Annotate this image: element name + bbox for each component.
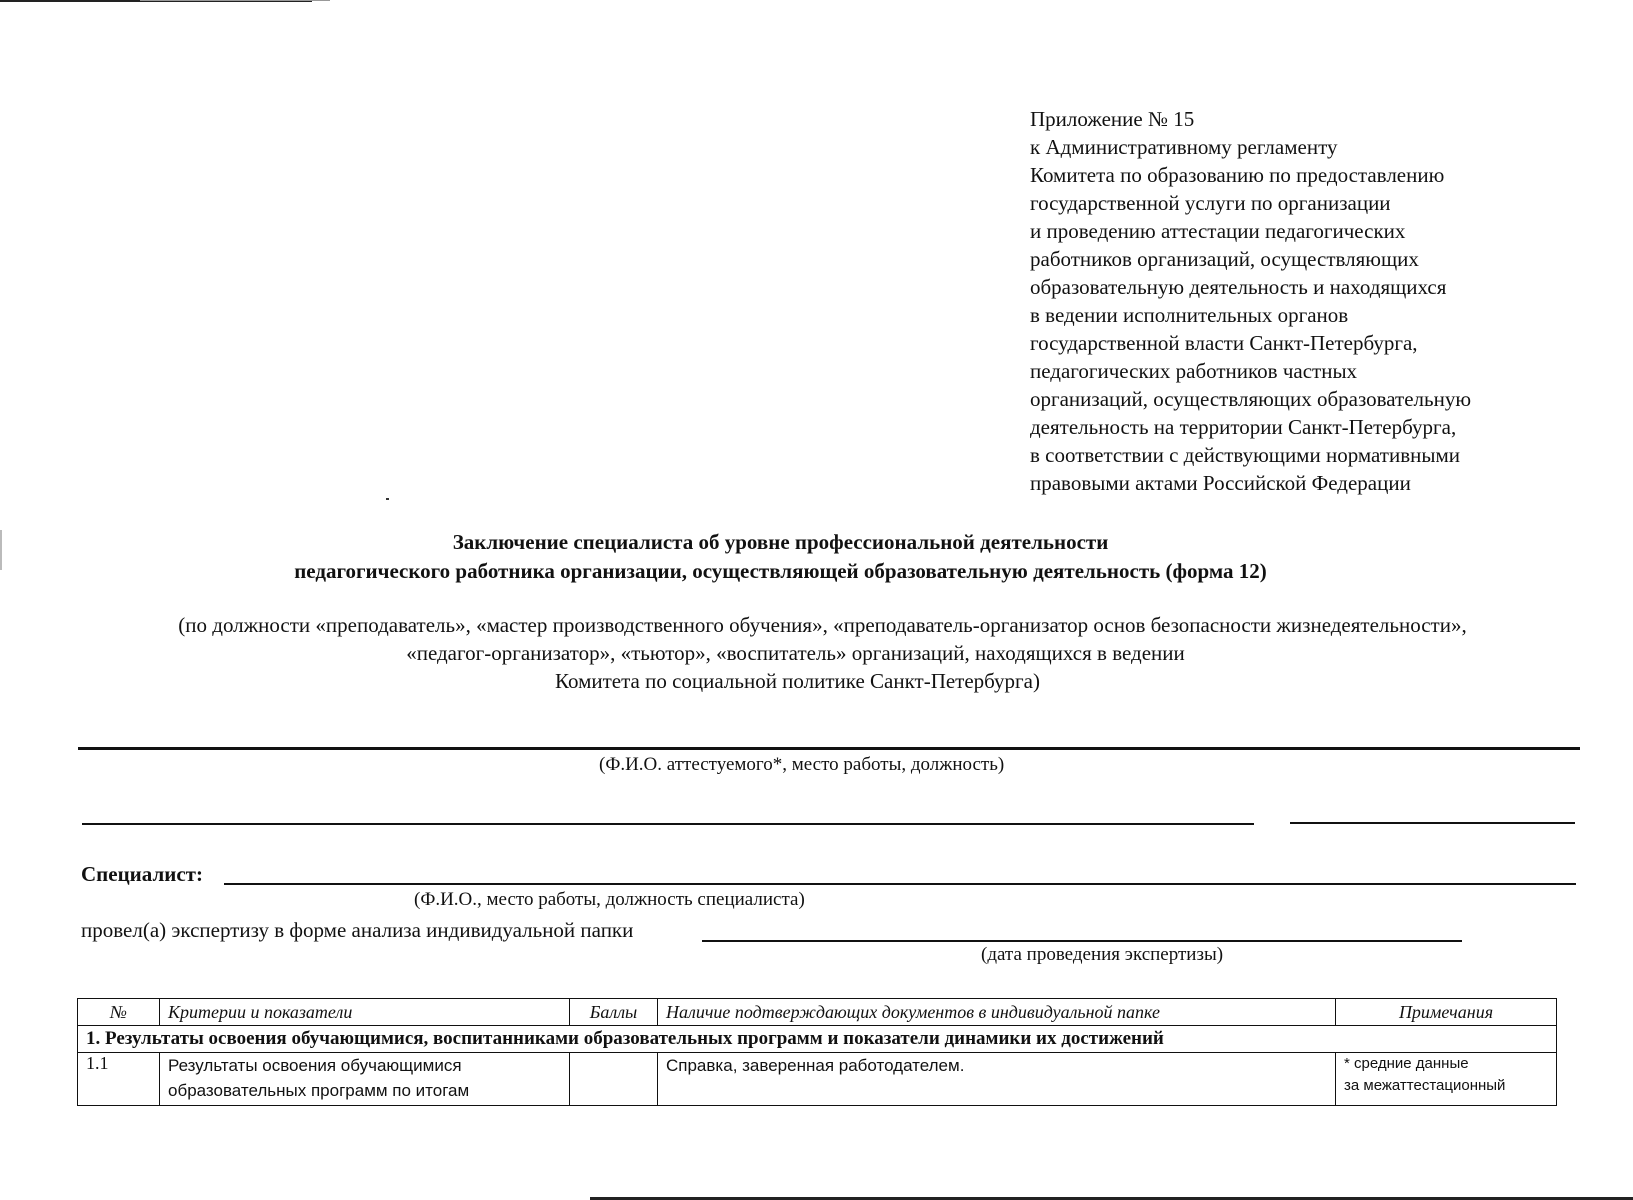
row-criteria [160, 1053, 570, 1106]
criteria-table [77, 998, 1557, 1106]
appendix-line: государственной власти Санкт-Петербурга, [1030, 331, 1418, 355]
appendix-line: образовательную деятельность и находящихся [1030, 275, 1447, 299]
row-num: 1.1 [78, 1053, 160, 1106]
table-row [78, 1053, 1557, 1106]
blank-line-right[interactable] [1290, 822, 1575, 824]
subtitle-line-1: (по должности «преподаватель», «мастер производственного обучения», «преподаватель-организатор основ безопасности жизнедеятельности», [178, 613, 1467, 637]
appendix-line: в соответствии с действующими нормативными [1030, 443, 1461, 467]
specialist-caption: (Ф.И.О., место работы, должность специалиста) [414, 889, 805, 910]
row-criteria-line-1: Результаты освоения обучающимися [168, 1056, 462, 1075]
appendix-line: педагогических работников частных [1030, 359, 1358, 383]
appendix-line: организаций, осуществляющих образовательную [1030, 387, 1472, 411]
section-row [78, 1026, 1557, 1053]
appendix-line: к Административному регламенту [1030, 135, 1338, 159]
table-header-row [78, 999, 1557, 1026]
appendix-header [1030, 105, 1590, 497]
appendix-line: и проведению аттестации педагогических [1030, 219, 1406, 243]
date-caption: (дата проведения экспертизы) [981, 944, 1224, 965]
appendix-line: в ведении исполнительных органов [1030, 303, 1349, 327]
specialist-label: Специалист: [81, 862, 203, 886]
specialist-fill-line[interactable] [224, 883, 1576, 885]
row-documents: Справка, заверенная работодателем. [658, 1053, 1336, 1106]
appendix-line: деятельность на территории Санкт-Петербурга, [1030, 415, 1457, 439]
attestee-fill-line[interactable] [78, 747, 1580, 750]
header-documents: Наличие подтверждающих документов в индивидуальной папке [658, 999, 1336, 1026]
appendix-line: Приложение № 15 [1030, 107, 1195, 131]
document-title [0, 528, 1633, 586]
expertise-text: провел(а) экспертизу в форме анализа индивидуальной папки [81, 918, 634, 942]
title-line-1: Заключение специалиста об уровне профессиональной деятельности [452, 530, 1109, 554]
header-notes: Примечания [1336, 999, 1557, 1026]
subtitle-line-2: «педагог-организатор», «тьютор», «воспитатель» организаций, находящихся в ведении [406, 641, 1185, 665]
row-criteria-line-2: образовательных программ по итогам [168, 1081, 470, 1100]
blank-line-left[interactable] [82, 823, 1254, 825]
appendix-line: государственной услуги по организации [1030, 191, 1391, 215]
appendix-line: работников организаций, осуществляющих [1030, 247, 1419, 271]
expertise-date-line[interactable] [702, 940, 1462, 942]
row-notes-line-1: * средние данные [1344, 1055, 1469, 1072]
header-score: Баллы [570, 999, 658, 1026]
header-criteria: Критерии и показатели [160, 999, 570, 1026]
row-score[interactable] [570, 1053, 658, 1106]
section-1-title: 1. Результаты освоения обучающимися, воспитанниками образовательных программ и показатели динамики их достижений [78, 1026, 1557, 1053]
subtitle-line-3: Комитета по социальной политике Санкт-Петербурга) [555, 669, 1040, 693]
appendix-line: правовыми актами Российской Федерации [1030, 471, 1411, 495]
header-num: № [78, 999, 160, 1026]
title-line-2: педагогического работника организации, осуществляющей образовательную деятельность (форма 12) [294, 559, 1267, 583]
scan-edge-top-faint [140, 0, 330, 1]
scan-speck [386, 498, 389, 500]
appendix-line: Комитета по образованию по предоставлению [1030, 163, 1445, 187]
attestee-caption: (Ф.И.О. аттестуемого*, место работы, должность) [599, 754, 1005, 775]
row-notes-line-2: за межаттестационный [1344, 1077, 1506, 1094]
row-notes [1336, 1053, 1557, 1106]
document-subtitle [0, 611, 1633, 695]
